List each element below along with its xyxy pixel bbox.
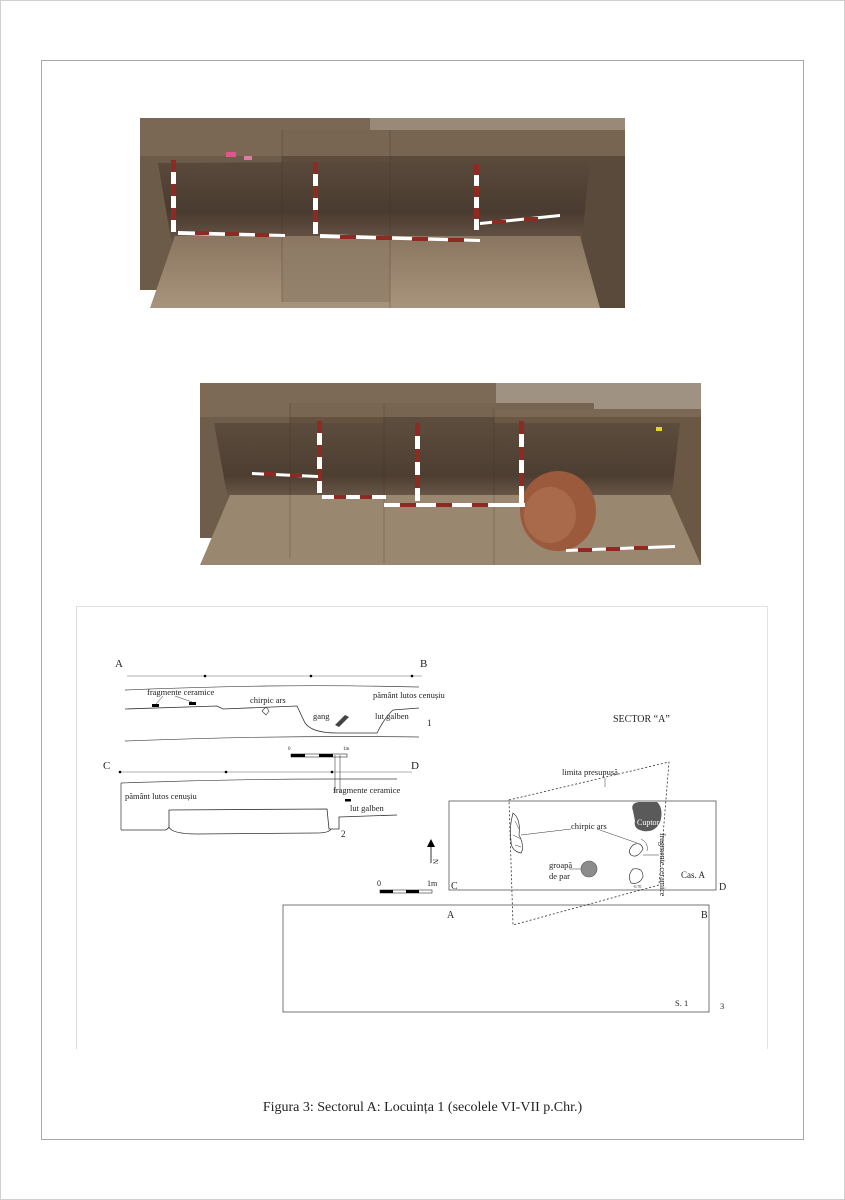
label-de-par: de par [549, 871, 571, 881]
excavation-photo-top [140, 118, 625, 308]
svg-text:1m: 1m [427, 879, 438, 888]
scale-rod [519, 421, 524, 503]
figure-caption: Figura 3: Sectorul A: Locuința 1 (secolele VI-VII p.Chr.) [262, 1100, 583, 1115]
scale-rod [384, 503, 525, 507]
label-pamant-lutos: pământ lutos cenușiu [373, 690, 445, 700]
section-number-1: 1 [427, 718, 432, 728]
scale-rod [474, 164, 479, 230]
label-d-plan: D [719, 882, 727, 893]
label-b-plan: B [701, 910, 708, 921]
label-b: B [420, 658, 428, 670]
svg-text:N: N [431, 859, 439, 865]
label-cuptor: Cuptor [637, 818, 660, 827]
label-chirpic-ars-3: chirpic ars [571, 821, 607, 831]
svg-text:0: 0 [377, 879, 381, 888]
label-d: D [411, 760, 419, 772]
scale-rod [322, 495, 386, 499]
section-number-2: 2 [341, 829, 346, 839]
scale-rod [317, 421, 322, 493]
label-c-plan: C [451, 881, 458, 892]
north-arrow-icon [427, 839, 439, 864]
scale-rod [171, 160, 176, 232]
label-fragmente-ceramice-vertical: fragmente ceramice [658, 833, 667, 897]
scale-bar-plan [377, 879, 438, 893]
label-a-plan: A [447, 910, 455, 921]
svg-text:1m: 1m [343, 747, 350, 752]
sector-title: SECTOR “A” [613, 714, 670, 725]
section-2-profile [103, 755, 419, 839]
scale-rod [313, 162, 318, 234]
label-cas-a: Cas. A [681, 870, 706, 880]
scale-rod [415, 423, 420, 501]
label-pamant-lutos-2: pământ lutos cenușiu [125, 791, 197, 801]
svg-text:0: 0 [288, 747, 291, 752]
label-fragmente-ceramice: fragmente ceramice [147, 687, 215, 697]
label-a: A [115, 658, 123, 670]
label-chirpic-ars: chirpic ars [250, 695, 286, 705]
plan-number-3: 3 [720, 1001, 725, 1011]
label-lut-galben: lut galben [375, 711, 409, 721]
label-s1: S. 1 [675, 998, 689, 1008]
excavation-photo-bottom [200, 383, 701, 565]
label-lut-galben-2: lut galben [350, 803, 384, 813]
label-c: C [103, 760, 111, 772]
section-1-profile [115, 658, 446, 741]
label-limita-presupusa: limita presupusă [562, 767, 618, 777]
label-depth-mark: -0.70 [633, 884, 642, 889]
label-groapa: groapă [549, 860, 573, 870]
label-gang: gang [313, 711, 330, 721]
label-fragmente-ceramice-2: fragmente ceramice [333, 785, 401, 795]
site-plan-drawing [76, 606, 768, 1049]
